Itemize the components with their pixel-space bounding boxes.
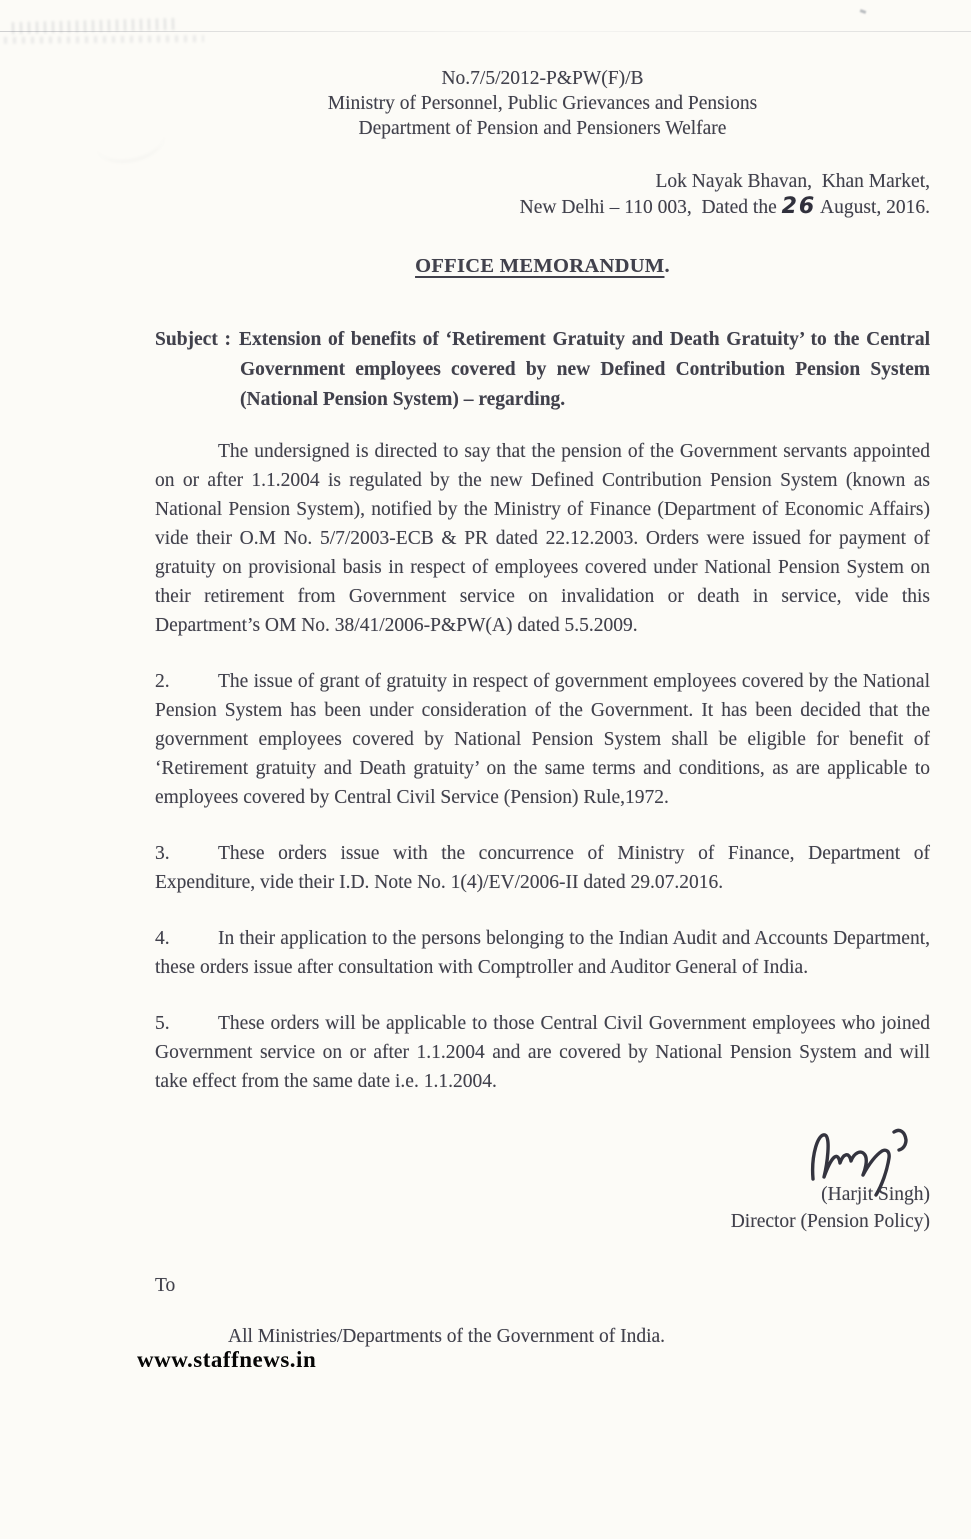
subject-label: Subject : <box>155 329 231 350</box>
paragraph-text: These orders issue with the concurrence of Ministry of Finance, Department of Expenditure, vide their I.D. Note No. 1(4)/EV/2006-II dated 29.07.2016. <box>155 843 930 893</box>
memo-title <box>155 252 930 281</box>
scan-line-artifact <box>0 31 971 32</box>
paragraph-text: These orders will be applicable to those Central Civil Government employees who joined Government service on or after 1.1.2004 and are covered by National Pension System and will take effect from the same date i.e. 1.1.2004. <box>155 1013 930 1092</box>
scan-speck-artifact <box>860 9 867 14</box>
signatory-title: Director (Pension Policy) <box>730 1211 930 1232</box>
to-label: To <box>155 1275 176 1296</box>
signature-block <box>155 1123 930 1235</box>
paragraph-number: 3. <box>155 843 170 864</box>
paragraph-1 <box>155 437 930 640</box>
paragraph-number: 2. <box>155 671 170 692</box>
address-block <box>155 169 930 220</box>
paragraph-3 <box>155 839 930 897</box>
paragraph-text: The issue of grant of gratuity in respect of government employees covered by the National Pension System has been under consideration of the Government. It has been decided that the government employees covered by National Pension System shall be eligible for benefit of ‘Retirement gratuity and Death gratuity’ on the same terms and conditions, as are applicable to employees covered by Central Civil Service (Pension) Rule,1972. <box>155 671 930 808</box>
date-prefix: New Delhi – 110 003, Dated the <box>519 197 782 218</box>
date-suffix: August, 2016. <box>816 197 930 218</box>
memo-title-period: . <box>664 255 670 277</box>
address-line-2 <box>155 194 930 220</box>
paragraph-text: In their application to the persons belonging to the Indian Audit and Accounts Department, these orders issue after consultation with Comptroller and Auditor General of India. <box>155 928 930 978</box>
paragraph-text: The undersigned is directed to say that the pension of the Government servants appointed on or after 1.1.2004 is regulated by the new Defined Contribution Pension System (known as National Pension System), notified by the Ministry of Finance (Department of Economic Affairs) vide their O.M No. 5/7/2003-ECB & PR dated 22.12.2003. Orders were issued for payment of gratuity on provisional basis in respect of employees covered under National Pension System on their retirement from Government service on invalidation or death in service, vide this Department’s OM No. 38/41/2006-P&PW(A) dated 5.5.2009. <box>155 441 930 636</box>
file-number: No.7/5/2012-P&PW(F)/B <box>441 68 644 89</box>
paragraph-number: 4. <box>155 928 170 949</box>
subject-text: Extension of benefits of ‘Retirement Gratuity and Death Gratuity’ to the Central Government employees covered by new Defined Contribution Pension System (National Pension System) – regarding. <box>239 329 931 410</box>
paragraph-2 <box>155 667 930 812</box>
signatory-name: (Harjit Singh) <box>821 1184 930 1205</box>
address-line-1: Lok Nayak Bhavan, Khan Market, <box>655 171 930 192</box>
handwritten-date: 26 <box>781 194 817 219</box>
ministry-line: Ministry of Personnel, Public Grievances and Pensions <box>327 93 758 114</box>
addressee-line: All Ministries/Departments of the Government of India. <box>228 1326 666 1347</box>
letterhead <box>155 66 930 141</box>
scan-smudge-artifact <box>4 35 204 44</box>
department-line: Department of Pension and Pensioners Welfare <box>358 118 727 139</box>
site-watermark: www.staffnews.in <box>137 1347 317 1372</box>
subject-line <box>155 325 930 415</box>
paragraph-4 <box>155 924 930 982</box>
paragraph-5 <box>155 1009 930 1096</box>
memo-title-text: OFFICE MEMORANDUM <box>415 255 665 277</box>
paragraph-number: 5. <box>155 1013 170 1034</box>
